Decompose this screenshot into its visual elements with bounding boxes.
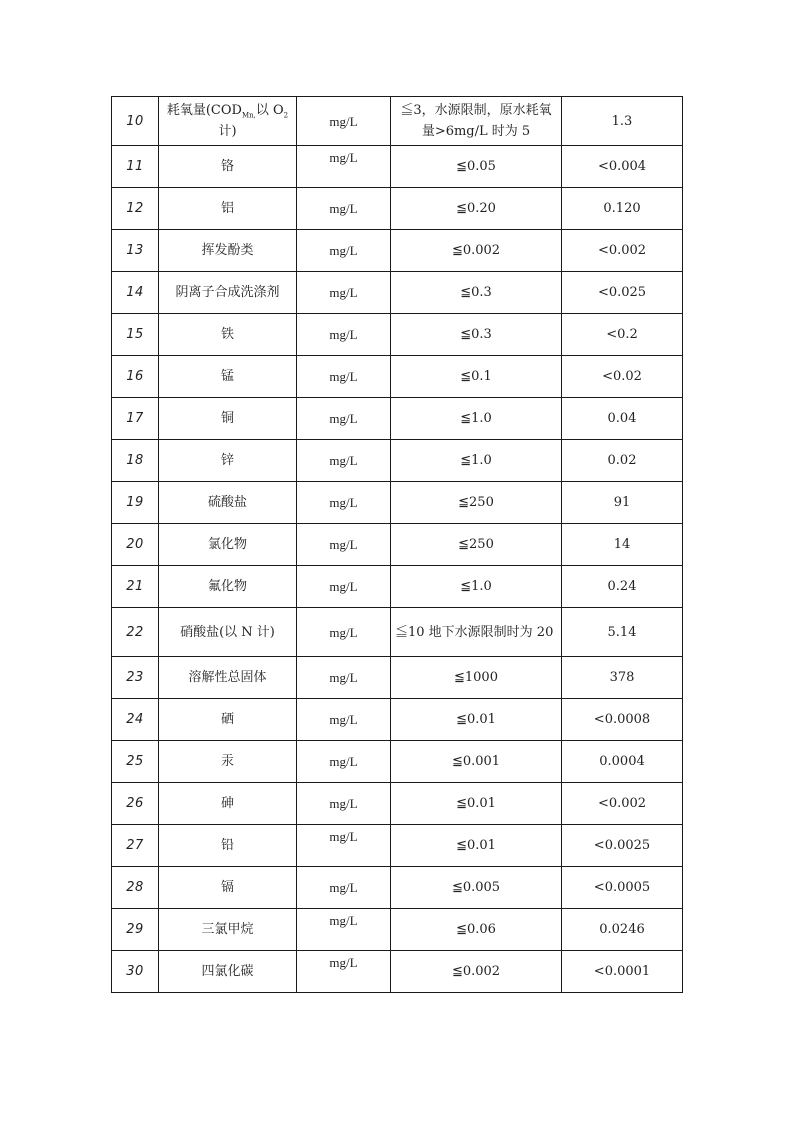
- row-number: 28: [112, 867, 159, 909]
- table-row: [112, 482, 683, 524]
- unit: mg/L: [297, 566, 391, 608]
- standard-limit: ≦0.20: [391, 188, 562, 230]
- test-result: 0.120: [562, 188, 683, 230]
- item-name: 四氯化碳: [159, 951, 297, 993]
- item-name: 三氯甲烷: [159, 909, 297, 951]
- table-row: [112, 657, 683, 699]
- test-result: 0.24: [562, 566, 683, 608]
- item-name: 硝酸盐(以 N 计): [159, 608, 297, 657]
- test-result: <0.025: [562, 272, 683, 314]
- unit: mg/L: [297, 482, 391, 524]
- unit: mg/L: [297, 867, 391, 909]
- table-row: [112, 272, 683, 314]
- table-row: [112, 951, 683, 993]
- row-number: 27: [112, 825, 159, 867]
- row-number: 29: [112, 909, 159, 951]
- standard-limit: ≦0.06: [391, 909, 562, 951]
- test-result: 0.0004: [562, 741, 683, 783]
- table-row: [112, 146, 683, 188]
- table-row: [112, 909, 683, 951]
- row-number: 21: [112, 566, 159, 608]
- standard-limit: ≦0.05: [391, 146, 562, 188]
- item-name: 砷: [159, 783, 297, 825]
- test-result: 0.0246: [562, 909, 683, 951]
- standard-limit: ≦250: [391, 524, 562, 566]
- unit: mg/L: [297, 272, 391, 314]
- standard-limit: ≦1000: [391, 657, 562, 699]
- item-name: 铬: [159, 146, 297, 188]
- standard-limit: ≦1.0: [391, 398, 562, 440]
- row-number: 10: [112, 97, 159, 146]
- test-result: 0.04: [562, 398, 683, 440]
- table-row: [112, 314, 683, 356]
- unit: mg/L: [297, 524, 391, 566]
- test-result: <0.0025: [562, 825, 683, 867]
- table-row: [112, 566, 683, 608]
- table-row: [112, 356, 683, 398]
- standard-limit: ≦0.3: [391, 314, 562, 356]
- row-number: 14: [112, 272, 159, 314]
- test-result: <0.0005: [562, 867, 683, 909]
- unit: mg/L: [297, 699, 391, 741]
- standard-limit: ≦250: [391, 482, 562, 524]
- test-result: 14: [562, 524, 683, 566]
- test-result: 91: [562, 482, 683, 524]
- row-number: 22: [112, 608, 159, 657]
- row-number: 26: [112, 783, 159, 825]
- table-row: [112, 825, 683, 867]
- table-row: [112, 230, 683, 272]
- table-row: [112, 608, 683, 657]
- standard-limit: ≦1.0: [391, 566, 562, 608]
- item-name: 铅: [159, 825, 297, 867]
- standard-limit: ≦0.01: [391, 699, 562, 741]
- test-result: <0.0008: [562, 699, 683, 741]
- standard-limit: ≦0.3: [391, 272, 562, 314]
- unit: mg/L: [297, 230, 391, 272]
- standard-limit: ≦0.005: [391, 867, 562, 909]
- row-number: 17: [112, 398, 159, 440]
- row-number: 25: [112, 741, 159, 783]
- item-name: 镉: [159, 867, 297, 909]
- test-result: <0.2: [562, 314, 683, 356]
- table-row: [112, 188, 683, 230]
- standard-limit: ≦10 地下水源限制时为 20: [391, 608, 562, 657]
- table-row: [112, 741, 683, 783]
- water-quality-table: [111, 96, 683, 993]
- table-row: [112, 524, 683, 566]
- standard-limit: ≦3，水源限制，原水耗氧量>6mg/L 时为 5: [391, 97, 562, 146]
- unit: mg/L: [297, 825, 391, 867]
- standard-limit: ≦0.01: [391, 783, 562, 825]
- unit: mg/L: [297, 188, 391, 230]
- item-name: 铝: [159, 188, 297, 230]
- test-result: 5.14: [562, 608, 683, 657]
- test-result: 0.02: [562, 440, 683, 482]
- test-result: <0.002: [562, 230, 683, 272]
- test-result: 1.3: [562, 97, 683, 146]
- row-number: 18: [112, 440, 159, 482]
- table-row: [112, 398, 683, 440]
- row-number: 13: [112, 230, 159, 272]
- unit: mg/L: [297, 356, 391, 398]
- unit: mg/L: [297, 741, 391, 783]
- test-result: 378: [562, 657, 683, 699]
- unit: mg/L: [297, 146, 391, 188]
- test-result: <0.004: [562, 146, 683, 188]
- row-number: 23: [112, 657, 159, 699]
- standard-limit: ≦0.002: [391, 230, 562, 272]
- table-row: [112, 783, 683, 825]
- standard-limit: ≦0.1: [391, 356, 562, 398]
- row-number: 11: [112, 146, 159, 188]
- item-name: 氟化物: [159, 566, 297, 608]
- item-name: 锌: [159, 440, 297, 482]
- item-name: 铁: [159, 314, 297, 356]
- row-number: 16: [112, 356, 159, 398]
- item-name: 挥发酚类: [159, 230, 297, 272]
- item-name: 氯化物: [159, 524, 297, 566]
- unit: mg/L: [297, 951, 391, 993]
- item-name: 铜: [159, 398, 297, 440]
- test-result: <0.02: [562, 356, 683, 398]
- row-number: 20: [112, 524, 159, 566]
- item-name: 硒: [159, 699, 297, 741]
- unit: mg/L: [297, 398, 391, 440]
- row-number: 15: [112, 314, 159, 356]
- standard-limit: ≦0.002: [391, 951, 562, 993]
- unit: mg/L: [297, 909, 391, 951]
- standard-limit: ≦0.001: [391, 741, 562, 783]
- item-name: 硫酸盐: [159, 482, 297, 524]
- table-row: [112, 97, 683, 146]
- unit: mg/L: [297, 97, 391, 146]
- unit: mg/L: [297, 314, 391, 356]
- row-number: 24: [112, 699, 159, 741]
- row-number: 19: [112, 482, 159, 524]
- table-row: [112, 440, 683, 482]
- row-number: 30: [112, 951, 159, 993]
- standard-limit: ≦1.0: [391, 440, 562, 482]
- table-row: [112, 867, 683, 909]
- unit: mg/L: [297, 657, 391, 699]
- item-name: 溶解性总固体: [159, 657, 297, 699]
- item-name: 耗氧量($COD_{Mn,}$以 $O_2$ 计): [159, 97, 297, 146]
- unit: mg/L: [297, 440, 391, 482]
- row-number: 12: [112, 188, 159, 230]
- item-name: 汞: [159, 741, 297, 783]
- standard-limit: ≦0.01: [391, 825, 562, 867]
- test-result: <0.002: [562, 783, 683, 825]
- unit: mg/L: [297, 783, 391, 825]
- unit: mg/L: [297, 608, 391, 657]
- table-row: [112, 699, 683, 741]
- test-result: <0.0001: [562, 951, 683, 993]
- item-name: 锰: [159, 356, 297, 398]
- item-name: 阴离子合成洗涤剂: [159, 272, 297, 314]
